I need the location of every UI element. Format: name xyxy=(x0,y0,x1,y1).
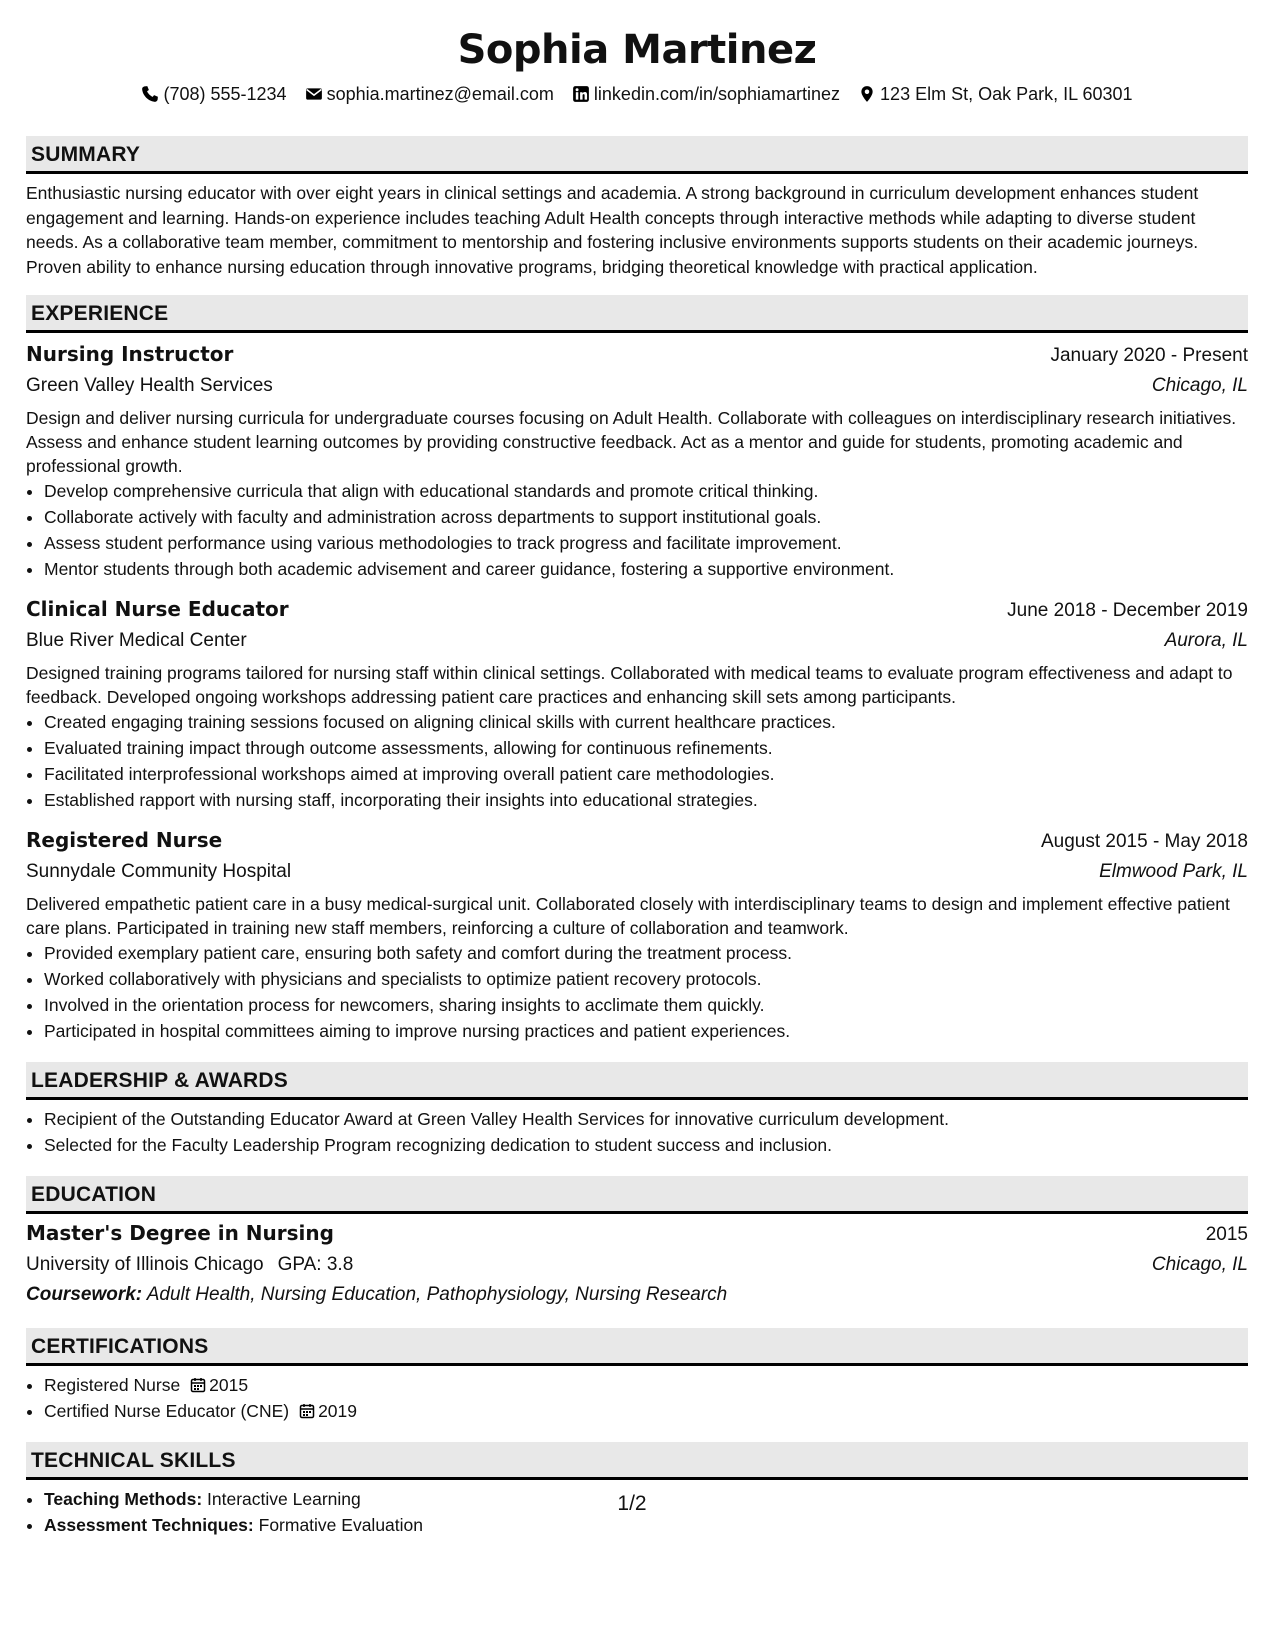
list-item: • Collaborate actively with faculty and administration across departments to support institutional goals. xyxy=(44,504,1248,530)
job-dates: June 2018 - December 2019 xyxy=(1007,600,1248,622)
coursework-label: Coursework: xyxy=(26,1284,143,1306)
list-item xyxy=(44,1398,1248,1424)
skill-value: Interactive Learning xyxy=(207,1489,361,1510)
list-item: • Mentor students through both academic advisement and career guidance, fostering a supportive environment. xyxy=(44,556,1248,582)
list-item: • Facilitated interprofessional workshops aimed at improving overall patient care methodologies. xyxy=(44,761,1248,787)
contact-address xyxy=(858,82,1132,106)
job-location: Chicago, IL xyxy=(1151,375,1248,397)
list-item: • Develop comprehensive curricula that align with educational standards and promote critical thinking. xyxy=(44,478,1248,504)
job-description: Designed training programs tailored for nursing staff within clinical settings. Collaborated with medical teams to evaluate program effectiveness and adapt to feedback. Developed ongoing workshops addressing patient care practices and enhancing skill sets among participants. xyxy=(26,663,1233,708)
list-item: • Participated in hospital committees aiming to improve nursing practices and patient experiences. xyxy=(44,1018,1248,1044)
list-item: • Provided exemplary patient care, ensuring both safety and comfort during the treatment process. xyxy=(44,940,1248,966)
contact-linkedin[interactable] xyxy=(572,82,840,106)
degree-title: Master's Degree in Nursing xyxy=(26,1221,334,1246)
skill-label: Teaching Methods: xyxy=(44,1489,203,1510)
summary-heading: SUMMARY xyxy=(26,136,1248,174)
contact-phone[interactable] xyxy=(141,82,286,106)
list-item: • Worked collaboratively with physicians and specialists to optimize patient recovery protocols. xyxy=(44,966,1248,992)
list-item xyxy=(44,1372,1248,1398)
list-item: • Evaluated training impact through outcome assessments, allowing for continuous refinements. xyxy=(44,735,1248,761)
job-location: Aurora, IL xyxy=(1164,630,1248,652)
job-location: Elmwood Park, IL xyxy=(1099,861,1248,883)
linkedin-icon xyxy=(572,85,590,103)
certification-name: Certified Nurse Educator (CNE) xyxy=(44,1401,290,1422)
skill-value: Formative Evaluation xyxy=(258,1515,424,1536)
degree-year: 2015 xyxy=(1205,1224,1248,1246)
job-dates: August 2015 - May 2018 xyxy=(1040,831,1248,853)
job-organization: Blue River Medical Center xyxy=(26,630,247,652)
job-entry xyxy=(26,339,1248,582)
linkedin-text: linkedin.com/in/sophiamartinez xyxy=(593,84,841,104)
list-item: • Created engaging training sessions focused on aligning clinical skills with current healthcare practices. xyxy=(44,709,1248,735)
certification-name: Registered Nurse xyxy=(44,1375,181,1396)
resume-page xyxy=(26,0,1248,1538)
education-heading: EDUCATION xyxy=(26,1176,1248,1214)
phone-text: (708) 555-1234 xyxy=(163,84,287,104)
leadership-list xyxy=(26,1106,1248,1158)
summary-text: Enthusiastic nursing educator with over eight years in clinical settings and academia. A strong background in curriculum development enhances student engagement and learning. Hands-on experience includes teaching Adult Health concepts through interactive methods while adapting to diverse student needs. As a collaborative team member, commitment to mentorship and fostering inclusive environments supports students on their academic journeys. Proven ability to enhance nursing education through innovative programs, bridging theoretical knowledge with practical application. xyxy=(26,183,1199,277)
phone-icon xyxy=(141,85,159,103)
job-description: Design and deliver nursing curricula for undergraduate courses focusing on Adult Health. Collaborate with colleagues on interdisciplinary research initiatives. Assess and enhance student learning outcomes by providing constructive feedback. Act as a mentor and guide for students, promoting academic and professional growth. xyxy=(26,408,1237,477)
calendar-icon xyxy=(190,1377,206,1393)
job-entry xyxy=(26,594,1248,813)
candidate-name: Sophia Martinez xyxy=(457,27,817,73)
calendar-icon xyxy=(299,1403,315,1419)
job-entry xyxy=(26,825,1248,1044)
job-organization: Sunnydale Community Hospital xyxy=(26,861,292,883)
job-dates: January 2020 - Present xyxy=(1050,345,1248,367)
certifications-list xyxy=(26,1372,1248,1424)
job-bullets xyxy=(26,478,1248,582)
education-section xyxy=(26,1176,1248,1310)
certifications-heading: CERTIFICATIONS xyxy=(26,1328,1248,1366)
experience-section xyxy=(26,295,1248,1044)
job-organization: Green Valley Health Services xyxy=(26,375,273,397)
job-title: Registered Nurse xyxy=(26,828,223,853)
summary-section xyxy=(26,136,1248,279)
certification-year: 2019 xyxy=(318,1401,358,1422)
gpa-value: GPA: 3.8 xyxy=(277,1254,354,1276)
skill-label: Assessment Techniques: xyxy=(44,1515,254,1536)
job-title: Nursing Instructor xyxy=(26,342,234,367)
school-location: Chicago, IL xyxy=(1151,1254,1248,1276)
email-text: sophia.martinez@email.com xyxy=(326,84,554,104)
address-text: 123 Elm St, Oak Park, IL 60301 xyxy=(880,84,1133,104)
list-item: • Recipient of the Outstanding Educator Award at Green Valley Health Services for innovative curriculum development. xyxy=(44,1106,1248,1132)
skills-section xyxy=(26,1442,1248,1538)
page-number: 1/2 xyxy=(617,1492,647,1515)
job-bullets xyxy=(26,940,1248,1044)
job-description: Delivered empathetic patient care in a busy medical-surgical unit. Collaborated closely with interdisciplinary teams to design and implement effective patient care plans. Participated in training new staff members, reinforcing a culture of collaboration and teamwork. xyxy=(26,894,1230,939)
certification-year: 2015 xyxy=(209,1375,249,1396)
school-name: University of Illinois Chicago xyxy=(26,1254,264,1276)
list-item: • Established rapport with nursing staff, incorporating their insights into educational strategies. xyxy=(44,787,1248,813)
job-title: Clinical Nurse Educator xyxy=(26,597,289,622)
list-item xyxy=(44,1512,1248,1538)
leadership-heading: LEADERSHIP & AWARDS xyxy=(26,1062,1248,1100)
map-pin-icon xyxy=(858,85,876,103)
list-item: • Involved in the orientation process for newcomers, sharing insights to acclimate them quickly. xyxy=(44,992,1248,1018)
contact-bar xyxy=(26,82,1248,106)
skills-heading: TECHNICAL SKILLS xyxy=(26,1442,1248,1480)
envelope-icon xyxy=(305,85,323,103)
certifications-section xyxy=(26,1328,1248,1424)
list-item: • Assess student performance using various methodologies to track progress and facilitate improvement. xyxy=(44,530,1248,556)
school-line xyxy=(26,1250,353,1280)
coursework-text: Adult Health, Nursing Education, Pathophysiology, Nursing Research xyxy=(146,1284,728,1306)
experience-heading: EXPERIENCE xyxy=(26,295,1248,333)
coursework-line xyxy=(26,1280,1248,1310)
contact-email[interactable] xyxy=(305,82,554,106)
leadership-section xyxy=(26,1062,1248,1158)
job-bullets xyxy=(26,709,1248,813)
list-item: • Selected for the Faculty Leadership Program recognizing dedication to student success and inclusion. xyxy=(44,1132,1248,1158)
